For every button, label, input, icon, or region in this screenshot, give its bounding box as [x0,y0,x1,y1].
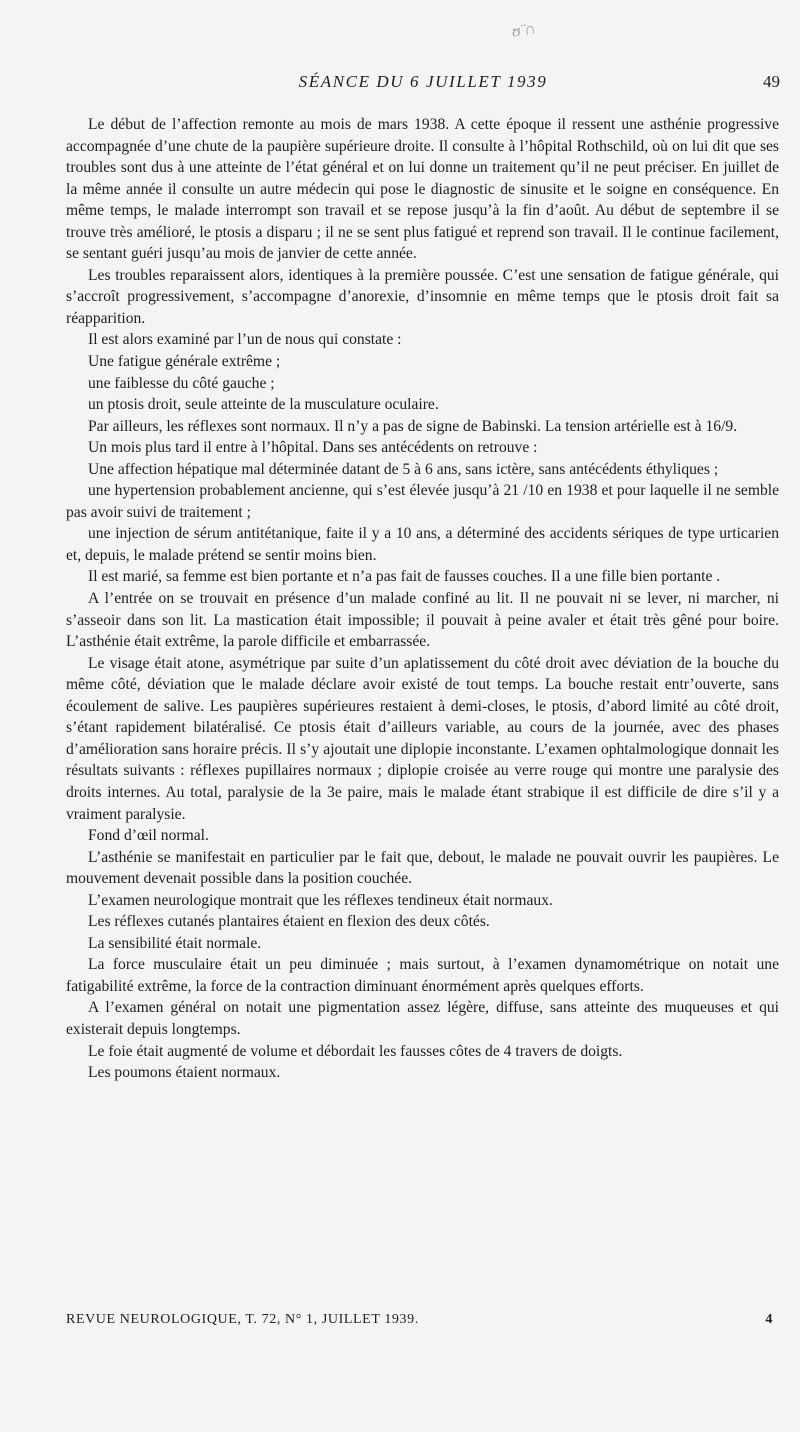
paragraph: Il est marié, sa femme est bien portante et n’a pas fait de fausses couches. Il a une fille bien portante . [88,568,721,586]
journal-citation: REVUE NEUROLOGIQUE, T. 72, N° 1, JUILLET 1939. [66,1312,419,1327]
paragraph: un ptosis droit, seule atteinte de la musculature oculaire. [88,396,439,414]
paragraph: Une affection hépatique mal déterminée datant de 5 à 6 ans, sans ictère, sans antécédents éthyliques ; [88,460,719,478]
paragraph: Le visage était atone, asymétrique par suite d’un aplatissement du côté droit avec déviation de la bouche du même côté, déviation que le malade déclare avoir existé de tout temps. La bouche restait entr’ouverte, sans écoulement de salive. Les paupières supérieures restaient à demi-closes, le ptosis, d’abord limité au côté droit, s’étant rapidement bilatéralisé. Ce ptosis était d’ailleurs variable, au cours de la journée, avec des phases d’amélioration sans horaire précis. Il s’y ajoutait une diplopie inconstante. L’examen ophtalmologique donnait les résultats suivants : réflexes pupillaires normaux ; diplopie croisée au verre rouge qui montre une paralysie des droits internes. Au total, paralysie de la 3e paire, mais le malade étant strabique il est difficile de dire s’il y a vraiment paralysie. [66,654,779,823]
paragraph: Une fatigue générale extrême ; [88,353,281,371]
paragraph: La sensibilité était normale. [88,934,262,952]
paragraph: Les poumons étaient normaux. [88,1064,281,1082]
page-number: 49 [763,72,780,91]
signature-mark: 4 [765,1312,773,1327]
paragraph: Il est alors examiné par l’un de nous qui constate : [88,331,402,349]
paragraph: L’examen neurologique montrait que les réflexes tendineux était normaux. [88,891,553,909]
paragraph: L’asthénie se manifestait en particulier par le fait que, debout, le malade ne pouvait ouvrir les paupières. Le mouvement devenait possible dans la position couchée. [66,848,779,888]
paragraph: A l’entrée on se trouvait en présence d’un malade confiné au lit. Il ne pouvait ni se lever, ni marcher, ni s’asseoir dans son lit. La mastication était impossible; il pouvait à peine avaler et était très gêné pour boire. L’asthénie était extrême, la parole difficile et embarrassée. [66,590,779,651]
handwritten-page-mark: ʊ̈ ∩ [510,20,537,41]
paragraph: une injection de sérum antitétanique, faite il y a 10 ans, a déterminé des accidents sériques de type urticarien et, depuis, le malade prétend se sentir moins bien. [66,525,779,564]
paragraph: Le foie était augmenté de volume et débordait les fausses côtes de 4 travers de doigts. [88,1042,623,1060]
paragraph: Un mois plus tard il entre à l’hôpital. Dans ses antécédents on retrouve : [88,439,538,457]
paragraph: une faiblesse du côté gauche ; [88,374,275,392]
paragraph: une hypertension probablement ancienne, qui s’est élevée jusqu’à 21 /10 en 1938 et pour laquelle il ne semble pas avoir suivi de traitement ; [66,482,779,521]
paragraph: A l’examen général on notait une pigmentation assez légère, diffuse, sans atteinte des muqueuses et qui existerait depuis longtemps. [66,999,779,1038]
paragraph: Fond d’œil normal. [88,827,209,845]
running-head [66,72,780,98]
page-footer [66,1312,779,1328]
paragraph: La force musculaire était un peu diminuée ; mais surtout, à l’examen dynamométrique on notait une fatigabilité extrême, la force de la contraction diminuant énormément après quelques efforts. [66,956,779,995]
paragraph: Par ailleurs, les réflexes sont normaux. Il n’y a pas de signe de Babinski. La tension artérielle est à 16/9. [88,417,738,435]
paragraph: Le début de l’affection remonte au mois de mars 1938. A cette époque il ressent une asthénie progressive accompagnée d’une chute de la paupière supérieure droite. Il consulte à l’hôpital Rothschild, où on lui dit que ses troubles sont dus à une atteinte de l’état général et on lui donne un traitement qu’il ne peut préciser. En juillet de la même année il consulte un autre médecin qui pose le diagnostic de sinusite et le soigne en conséquence. En même temps, le malade interrompt son travail et se repose jusqu’à la fin d’août. Au début de septembre il se trouve très amélioré, le ptosis a disparu ; il ne se sent plus fatigué et reprend son travail. Il le continue facilement, se sentant guéri jusqu’au mois de janvier de cette année. [66,116,779,263]
paragraph: Les troubles reparaissent alors, identiques à la première poussée. C’est une sensation de fatigue générale, qui s’accroît progressivement, s’accompagne d’anorexie, d’insomnie en même temps que le ptosis droit fait sa réapparition. [66,266,779,327]
paragraph: Les réflexes cutanés plantaires étaient en flexion des deux côtés. [88,913,490,931]
running-head-title: SÉANCE DU 6 JUILLET 1939 [298,72,548,91]
body-text [66,114,779,1084]
